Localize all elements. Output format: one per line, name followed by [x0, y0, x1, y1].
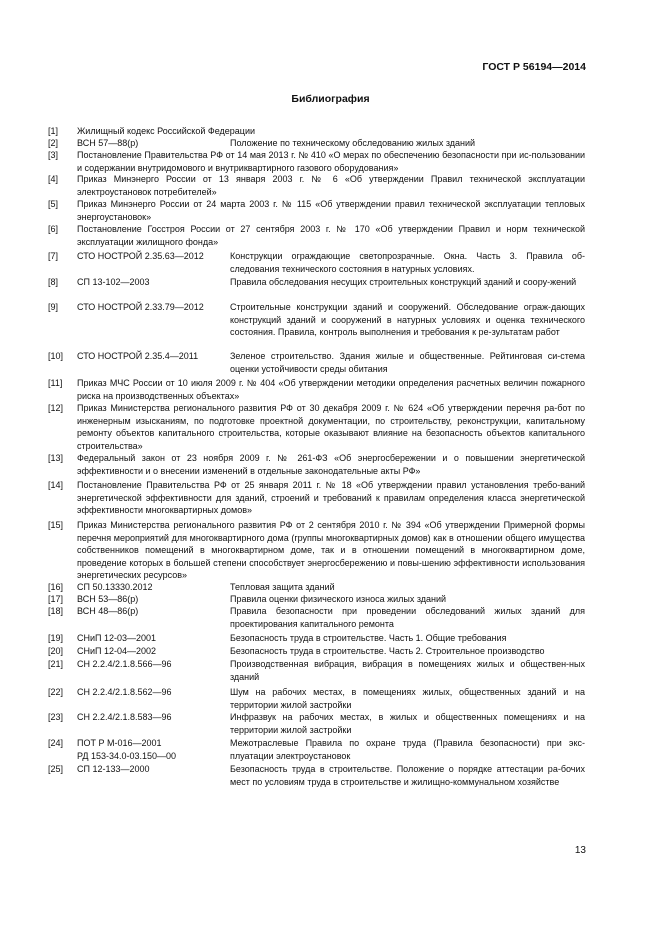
entry-description: Межотраслевые Правила по охране труда (Правила безопасности) при экс-плуатации электроустановок — [230, 738, 585, 761]
entry-code-block — [77, 581, 153, 594]
entry-text: Приказ МЧС России от 10 июля 2009 г. № 404 «Об утверждении методики определения расчетных величин пожарного риска на производственных объектах» — [77, 378, 585, 401]
entry-code: СН 2.2.4/2.1.8.562—96 — [77, 687, 172, 697]
entry-number: [15] — [48, 520, 64, 530]
entry-text: Приказ Минэнерго России от 13 января 2003 г. № 6 «Об утверждении Правил технической эксплуатации электроустановок потребителей» — [77, 174, 585, 197]
entry-code-block — [77, 593, 138, 606]
entry-code: СП 50.13330.2012 — [77, 582, 153, 592]
entry-code: ПОТ Р М-016—2001 — [77, 738, 162, 748]
entry-number: [12] — [48, 403, 64, 413]
entry-text: Постановление Правительства РФ от 25 января 2011 г. № 18 «Об утверждении правил установления требо-ваний энергетической эффективности для зданий, строений и требований к правилам определения класса энергетической эффективности многоквартирных домов» — [77, 480, 585, 515]
entry-number: [16] — [48, 582, 64, 592]
entry-number: [22] — [48, 687, 64, 697]
entry-description: Производственная вибрация, вибрация в помещениях жилых и обществен-ных зданий — [230, 659, 585, 682]
entry-code: СТО НОСТРОЙ 2.35.4—2011 — [77, 351, 199, 361]
entry-text: Постановление Госстроя России от 27 сентября 2003 г. № 170 «Об утверждении Правил и норм технической эксплуатации жилищного фонда» — [77, 224, 585, 247]
entry-number: [3] — [48, 150, 59, 160]
page-title: Библиография — [291, 93, 370, 105]
entry-number: [17] — [48, 594, 64, 604]
page-number: 13 — [574, 845, 586, 856]
entry-description: Безопасность труда в строительстве. Часть 1. Общие требования — [230, 633, 507, 643]
entry-number: [11] — [48, 378, 63, 388]
entry-description: Тепловая защита зданий — [230, 582, 335, 592]
entry-description: Правила оценки физического износа жилых зданий — [230, 594, 447, 604]
entry-number: [7] — [48, 251, 59, 261]
entry-code-block — [77, 645, 156, 658]
entry-text: Постановление Правительства РФ от 14 мая 2013 г. № 410 «О мерах по обеспечению безопасности при ис-пользовании и содержании внутридомового и внутриквартирного газового оборудования» — [77, 150, 585, 173]
entry-code: ВСН 57—88(р) — [77, 138, 139, 148]
entry-description: Безопасность труда в строительстве. Часть 2. Строительное производство — [230, 646, 545, 656]
entry-text: Приказ Министерства регионального развития РФ от 30 декабря 2009 г. № 624 «Об утверждении перечня ра-бот по инженерным изысканиям, по подготовке проектной документации, по строительству, реконструкции, капитальному ремонту объектов капитального строительства, которые оказывают влияние на безопасность объектов капитального строительства» — [77, 403, 585, 451]
entry-description: Зеленое строительство. Здания жилые и общественные. Рейтинговая си-стема оценки устойчивости среды обитания — [230, 351, 585, 374]
entry-number: [23] — [48, 712, 64, 722]
entry-code-block — [77, 632, 156, 645]
entry-code: СП 12-133—2000 — [77, 764, 150, 774]
entry-number: [8] — [48, 277, 59, 287]
entry-code-block — [77, 276, 150, 289]
entry-text: Жилищный кодекс Российской Федерации — [77, 126, 255, 136]
entry-number: [18] — [48, 606, 64, 616]
entry-code-block — [77, 763, 150, 776]
entry-description: Положение по техническому обследованию жилых зданий — [230, 138, 476, 148]
entry-code-block — [77, 250, 204, 263]
entry-description: Строительные конструкции зданий и сооружений. Обследование ограж-дающих конструкций зданий и сооружений в натурных условиях и оценка технического состояния. Правила, контроль выполнения и требования к ре-зультатам работ — [230, 302, 585, 337]
entry-number: [1] — [48, 126, 59, 136]
entry-code: СНиП 12-03—2001 — [77, 633, 157, 643]
entry-code-block — [77, 686, 172, 699]
entry-code-block — [77, 350, 198, 363]
entry-description: Правила безопасности при проведении обследований жилых зданий для проектирования капитального ремонта — [230, 606, 585, 629]
entry-code-block — [77, 605, 138, 618]
entry-text: Федеральный закон от 23 ноября 2009 г. № 261-ФЗ «Об энергосбережении и о повышении энергетической эффективности и о внесении изменений в отдельные законодательные акты РФ» — [77, 453, 585, 476]
entry-description: Конструкции ограждающие светопрозрачные. Окна. Часть 3. Правила об-следования технического состояния в натурных условиях. — [230, 251, 585, 274]
entry-number: [14] — [48, 480, 64, 490]
entry-number: [21] — [48, 659, 64, 669]
entry-number: [9] — [48, 302, 59, 312]
entry-number: [19] — [48, 633, 64, 643]
entry-code: СП 13-102—2003 — [77, 277, 150, 287]
entry-description: Правила обследования несущих строительных конструкций зданий и соору-жений — [230, 277, 577, 287]
entry-number: [20] — [48, 646, 64, 656]
entry-code-secondary: РД 153-34.0-03.150—00 — [77, 750, 177, 761]
entry-code: ВСН 48—86(р) — [77, 606, 139, 616]
entry-code-block — [77, 301, 204, 314]
document-id: ГОСТ Р 56194—2014 — [482, 61, 586, 73]
entry-number: [4] — [48, 174, 59, 184]
entry-number: [24] — [48, 738, 64, 748]
entry-code: СТО НОСТРОЙ 2.33.79—2012 — [77, 302, 204, 312]
entry-code: ВСН 53—86(р) — [77, 594, 139, 604]
entry-number: [13] — [48, 453, 64, 463]
entry-code: СН 2.2.4/2.1.8.566—96 — [77, 659, 172, 669]
entry-description: Инфразвук на рабочих местах, в жилых и общественных помещениях и на территории жилой застройки — [230, 712, 585, 735]
entry-text: Приказ Минэнерго России от 24 марта 2003 г. № 115 «Об утверждении правил технической эксплуатации тепловых энергоустановок» — [77, 199, 585, 222]
entry-code-block — [77, 737, 176, 762]
entry-text: Приказ Министерства регионального развития РФ от 2 сентября 2010 г. № 394 «Об утверждении Примерной формы перечня мероприятий для многоквартирного дома (группы многоквартирных домов) как в отношении общего имущества собственников помещений в многоквартирном доме, так и в отношении помещений в многоквартирном доме, проведение которых в большей степени способствует энергосбережению и повы-шению эффективности использования энергетических ресурсов» — [77, 520, 585, 580]
entry-description: Шум на рабочих местах, в помещениях жилых, общественных зданий и на территории жилой застройки — [230, 687, 585, 710]
entry-code-block — [77, 658, 172, 671]
entry-code: СТО НОСТРОЙ 2.35.63—2012 — [77, 251, 204, 261]
entry-number: [25] — [48, 764, 64, 774]
entry-number: [10] — [48, 351, 64, 361]
entry-code: СНиП 12-04—2002 — [77, 646, 157, 656]
entry-number: [6] — [48, 224, 59, 234]
entry-description: Безопасность труда в строительстве. Положение о порядке аттестации ра-бочих мест по условиям труда в строительстве и жилищно-коммунальном хозяйстве — [230, 764, 585, 787]
entry-code-block — [77, 711, 172, 724]
entry-number: [5] — [48, 199, 59, 209]
entry-code: СН 2.2.4/2.1.8.583—96 — [77, 712, 172, 722]
entry-number: [2] — [48, 138, 59, 148]
entry-code-block — [77, 137, 138, 150]
